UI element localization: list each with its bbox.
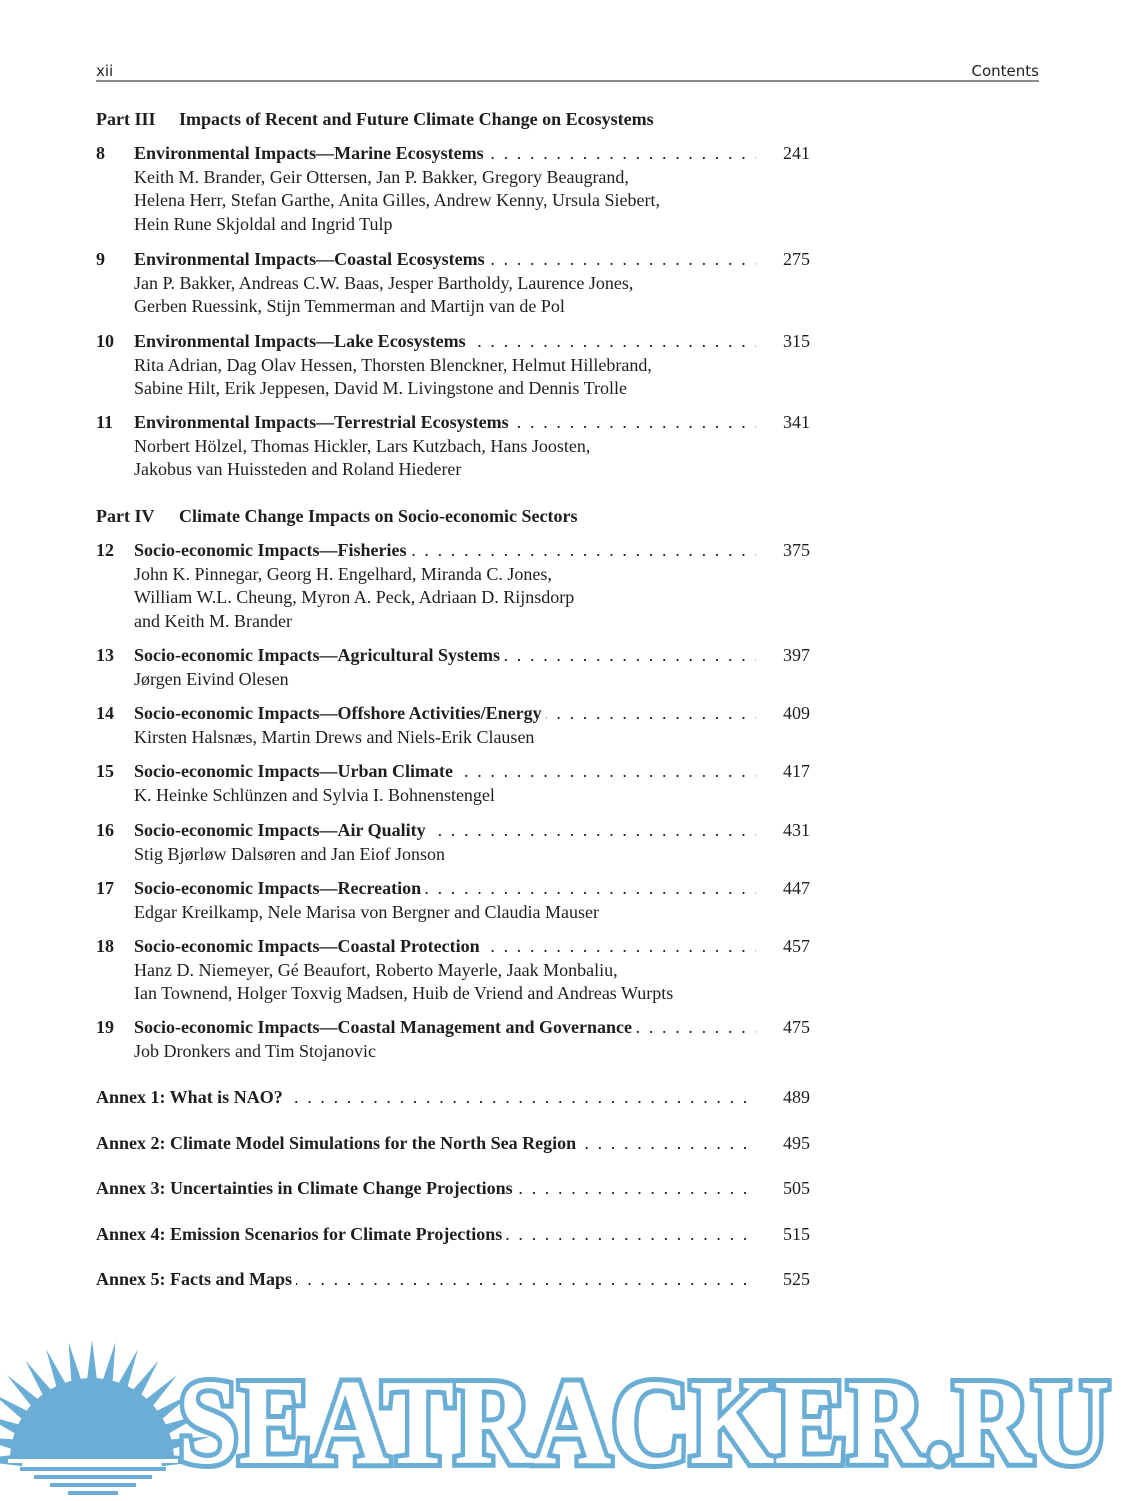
- page-ref: 241: [783, 143, 810, 163]
- chapter-number: 13: [96, 645, 114, 665]
- author-line: Ian Townend, Holger Toxvig Madsen, Huib de Vriend and Andreas Wurpts: [134, 983, 674, 1003]
- toc-entry[interactable]: [96, 330, 810, 401]
- author-line: Keith M. Brander, Geir Ottersen, Jan P. Bakker, Gregory Beaugrand,: [134, 166, 629, 187]
- chapter-number: 18: [96, 936, 114, 956]
- chapter-title[interactable]: Socio-economic Impacts—Agricultural Systems: [134, 645, 504, 665]
- part-title: Impacts of Recent and Future Climate Change on Ecosystems: [179, 109, 654, 129]
- author-line: Gerben Ruessink, Stijn Temmerman and Martijn van de Pol: [134, 296, 565, 316]
- toc-entry[interactable]: [96, 760, 810, 807]
- authors: [134, 435, 774, 482]
- part-heading: [96, 506, 577, 527]
- chapter-number: 14: [96, 703, 114, 723]
- page-ref: 515: [783, 1224, 810, 1244]
- page-ref: 457: [783, 936, 810, 956]
- chapter-title[interactable]: Environmental Impacts—Marine Ecosystems: [134, 143, 488, 163]
- author-line: Jørgen Eivind Olesen: [134, 668, 289, 689]
- chapter-number: 8: [96, 143, 105, 163]
- chapter-title[interactable]: Socio-economic Impacts—Coastal Protection: [134, 936, 484, 956]
- page-ref: 341: [783, 412, 810, 432]
- chapter-number: 11: [96, 412, 114, 432]
- chapter-title[interactable]: Environmental Impacts—Coastal Ecosystems: [134, 249, 489, 269]
- toc-entry[interactable]: [96, 819, 810, 866]
- part-title: Climate Change Impacts on Socio-economic Sectors: [179, 506, 578, 526]
- chapter-number: 9: [96, 249, 105, 269]
- page-ref: 495: [783, 1133, 810, 1153]
- page-ref: 525: [783, 1269, 810, 1289]
- page-ref: 275: [783, 249, 810, 269]
- toc-annex[interactable]: [96, 1086, 810, 1110]
- author-line: Jakobus van Huissteden and Roland Hiederer: [134, 459, 462, 479]
- page-ref: 417: [783, 761, 810, 781]
- watermark-logo: [0, 1335, 1128, 1501]
- authors: [134, 166, 774, 237]
- authors: [134, 959, 774, 1006]
- chapter-title[interactable]: Socio-economic Impacts—Offshore Activities/Energy: [134, 703, 546, 723]
- page-ref: 315: [783, 331, 810, 351]
- page-ref: 447: [783, 878, 810, 898]
- toc-entry[interactable]: [96, 1016, 810, 1063]
- annex-title[interactable]: Annex 3: Uncertainties in Climate Change Projections: [96, 1178, 517, 1198]
- page-number: xii: [96, 62, 114, 80]
- toc-entry[interactable]: [96, 411, 810, 482]
- author-line: Jan P. Bakker, Andreas C.W. Baas, Jesper Bartholdy, Laurence Jones,: [134, 272, 634, 293]
- annex-title[interactable]: Annex 4: Emission Scenarios for Climate Projections: [96, 1224, 506, 1244]
- author-line: Rita Adrian, Dag Olav Hessen, Thorsten Blenckner, Helmut Hillebrand,: [134, 354, 652, 375]
- author-line: Stig Bjørløw Dalsøren and Jan Eiof Jonson: [134, 843, 445, 864]
- page-ref: 375: [783, 540, 810, 560]
- chapter-number: 19: [96, 1017, 114, 1037]
- author-line: Helena Herr, Stefan Garthe, Anita Gilles, Andrew Kenny, Ursula Siebert,: [134, 190, 660, 210]
- page-ref: 505: [783, 1178, 810, 1198]
- toc-entry[interactable]: [96, 539, 810, 633]
- chapter-title[interactable]: Socio-economic Impacts—Recreation: [134, 878, 425, 898]
- annex-title[interactable]: Annex 5: Facts and Maps: [96, 1269, 296, 1289]
- author-line: Norbert Hölzel, Thomas Hickler, Lars Kutzbach, Hans Joosten,: [134, 435, 591, 456]
- author-line: Sabine Hilt, Erik Jeppesen, David M. Livingstone and Dennis Trolle: [134, 378, 627, 398]
- authors: [134, 272, 774, 319]
- authors: [134, 354, 774, 401]
- part-label: Part III: [96, 109, 156, 129]
- author-line: William W.L. Cheung, Myron A. Peck, Adriaan D. Rijnsdorp: [134, 587, 575, 607]
- annex-title[interactable]: Annex 1: What is NAO?: [96, 1087, 287, 1107]
- authors: [134, 901, 774, 925]
- running-header: [96, 58, 1039, 82]
- part-label: Part IV: [96, 506, 155, 526]
- page-ref: 431: [783, 820, 810, 840]
- authors: [134, 726, 774, 750]
- toc-annex[interactable]: [96, 1177, 810, 1201]
- author-line: Job Dronkers and Tim Stojanovic: [134, 1040, 377, 1061]
- toc-entry[interactable]: [96, 702, 810, 749]
- toc-entry[interactable]: [96, 644, 810, 691]
- toc-entry[interactable]: [96, 935, 810, 1006]
- authors: [134, 784, 774, 808]
- page-ref: 409: [783, 703, 810, 723]
- toc-annex[interactable]: [96, 1132, 810, 1156]
- page-ref: 475: [783, 1017, 810, 1037]
- authors: [134, 843, 774, 867]
- chapter-number: 15: [96, 761, 114, 781]
- toc-annex[interactable]: [96, 1223, 810, 1247]
- chapter-number: 10: [96, 331, 114, 351]
- chapter-title[interactable]: Socio-economic Impacts—Fisheries: [134, 540, 410, 560]
- chapter-number: 16: [96, 820, 114, 840]
- part-heading: [96, 109, 654, 130]
- author-line: Hanz D. Niemeyer, Gé Beaufort, Roberto Mayerle, Jaak Monbaliu,: [134, 959, 618, 980]
- author-line: John K. Pinnegar, Georg H. Engelhard, Miranda C. Jones,: [134, 563, 552, 584]
- chapter-title[interactable]: Socio-economic Impacts—Urban Climate: [134, 761, 457, 781]
- annex-title[interactable]: Annex 2: Climate Model Simulations for the North Sea Region: [96, 1133, 580, 1153]
- chapter-title[interactable]: Environmental Impacts—Terrestrial Ecosystems: [134, 412, 513, 432]
- author-line: and Keith M. Brander: [134, 610, 292, 631]
- chapter-title[interactable]: Environmental Impacts—Lake Ecosystems: [134, 331, 470, 351]
- chapter-number: 17: [96, 878, 114, 898]
- page-ref: 489: [783, 1087, 810, 1107]
- author-line: Edgar Kreilkamp, Nele Marisa von Bergner and Claudia Mauser: [134, 901, 600, 922]
- toc-annex[interactable]: [96, 1268, 810, 1292]
- toc-entry[interactable]: [96, 248, 810, 319]
- running-title: Contents: [971, 62, 1039, 80]
- page-ref: 397: [783, 645, 810, 665]
- chapter-number: 12: [96, 540, 114, 560]
- author-line: Hein Rune Skjoldal and Ingrid Tulp: [134, 213, 393, 234]
- authors: [134, 668, 774, 692]
- author-line: Kirsten Halsnæs, Martin Drews and Niels-Erik Clausen: [134, 726, 535, 747]
- toc-entry[interactable]: [96, 877, 810, 924]
- author-line: K. Heinke Schlünzen and Sylvia I. Bohnenstengel: [134, 784, 495, 805]
- chapter-title[interactable]: Socio-economic Impacts—Air Quality: [134, 820, 430, 840]
- watermark-text: SEATRACKER.RU: [178, 1355, 1110, 1490]
- authors: [134, 1040, 774, 1064]
- chapter-title[interactable]: Socio-economic Impacts—Coastal Management and Governance: [134, 1017, 636, 1037]
- toc-entry[interactable]: [96, 142, 810, 236]
- authors: [134, 563, 774, 634]
